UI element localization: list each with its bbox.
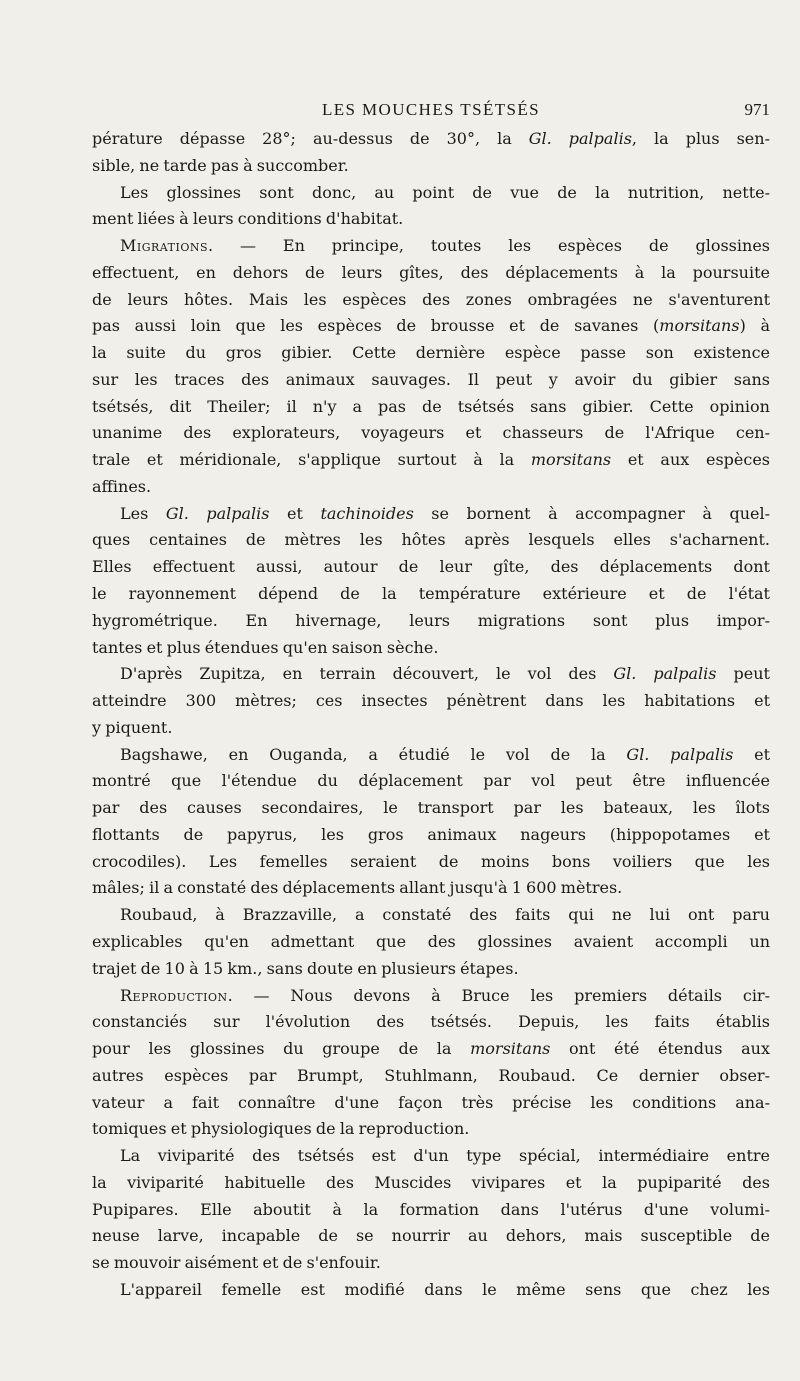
text-line bbox=[92, 983, 770, 1010]
text-line bbox=[92, 795, 770, 822]
text-run: trale et méridionale, s'applique surtout à la bbox=[92, 450, 531, 470]
text-run: ont été étendus aux bbox=[550, 1039, 770, 1059]
text-line bbox=[92, 1223, 770, 1250]
text-run: explicables qu'en admettant que des glossines avaient accompli un bbox=[92, 931, 770, 951]
body-text bbox=[92, 126, 770, 1304]
text-run: Les bbox=[120, 503, 166, 523]
text-line bbox=[92, 875, 770, 902]
text-run: hygrométrique. En hivernage, leurs migrations sont plus impor- bbox=[92, 610, 770, 630]
text-run: peut bbox=[716, 664, 770, 684]
text-run: et aux espèces bbox=[611, 450, 771, 470]
text-line bbox=[92, 581, 770, 608]
text-run: . — Nous devons à Bruce les premiers détails cir- bbox=[227, 985, 770, 1005]
text-run: , la plus sen- bbox=[631, 129, 770, 148]
text-line bbox=[92, 313, 770, 340]
text-line bbox=[92, 420, 770, 447]
paragraph-p6 bbox=[92, 742, 770, 903]
text-line bbox=[92, 340, 770, 367]
text-line bbox=[92, 394, 770, 421]
text-run: montré que l'étendue du déplacement par vol peut être influencée bbox=[92, 771, 770, 791]
paragraph-p9 bbox=[92, 1143, 770, 1277]
paragraph-p8 bbox=[92, 983, 770, 1144]
section-heading: Migrations bbox=[120, 236, 209, 256]
text-line bbox=[92, 260, 770, 287]
text-run: la viviparité habituelle des Muscides vivipares et la pupiparité des bbox=[92, 1172, 770, 1192]
text-run: de leurs hôtes. Mais les espèces des zones ombragées ne s'aventurent bbox=[92, 289, 770, 309]
text-run: sur les traces des animaux sauvages. Il peut y avoir du gibier sans bbox=[92, 369, 770, 389]
text-run: Elles effectuent aussi, autour de leur gîte, des déplacements dont bbox=[92, 557, 770, 577]
text-run: ques centaines de mètres les hôtes après lesquels elles s'acharnent. bbox=[92, 530, 770, 550]
text-run: tantes et plus étendues qu'en saison sèche. bbox=[92, 637, 439, 657]
text-run: pérature dépasse 28°; au-dessus de 30°, la bbox=[92, 129, 529, 148]
text-run: . — En principe, toutes les espèces de glossines bbox=[208, 236, 770, 256]
text-run: constanciés sur l'évolution des tsétsés. Depuis, les faits établis bbox=[92, 1012, 770, 1032]
text-line bbox=[92, 527, 770, 554]
text-run: Bagshawe, en Ouganda, a étudié le vol de la bbox=[120, 744, 627, 764]
text-line bbox=[92, 1063, 770, 1090]
text-run: La viviparité des tsétsés est d'un type spécial, intermédiaire entre bbox=[120, 1146, 770, 1166]
italic-text: Gl. palpalis bbox=[165, 503, 270, 523]
paragraph-p7 bbox=[92, 902, 770, 982]
text-run: ment liées à leurs conditions d'habitat. bbox=[92, 209, 404, 229]
text-run: neuse larve, incapable de se nourrir au dehors, mais susceptible de bbox=[92, 1226, 770, 1246]
text-line bbox=[92, 1143, 770, 1170]
text-line bbox=[92, 715, 770, 742]
text-run: autres espèces par Brumpt, Stuhlmann, Roubaud. Ce dernier obser- bbox=[92, 1065, 770, 1085]
text-run: Roubaud, à Brazzaville, a constaté des faits qui ne lui ont paru bbox=[120, 905, 770, 925]
text-line bbox=[92, 126, 770, 153]
text-line bbox=[92, 956, 770, 983]
text-line bbox=[92, 1036, 770, 1063]
text-line bbox=[92, 206, 770, 233]
text-line bbox=[92, 1170, 770, 1197]
text-run: atteindre 300 mètres; ces insectes pénètrent dans les habitations et bbox=[92, 691, 770, 711]
paragraph-p4 bbox=[92, 501, 770, 662]
italic-text: Gl. palpalis bbox=[613, 664, 717, 684]
text-line bbox=[92, 1277, 770, 1304]
text-run: le rayonnement dépend de la température extérieure et de l'état bbox=[92, 584, 770, 604]
text-line bbox=[92, 1250, 770, 1277]
text-run: Pupipares. Elle aboutit à la formation dans l'utérus d'une volumi- bbox=[92, 1199, 770, 1219]
text-line bbox=[92, 180, 770, 207]
paragraph-p10 bbox=[92, 1277, 770, 1304]
text-run: D'après Zupitza, en terrain découvert, le vol des bbox=[120, 664, 614, 684]
text-run: vateur a fait connaître d'une façon très précise les conditions ana- bbox=[92, 1092, 770, 1112]
section-heading: Reproduction bbox=[120, 985, 228, 1005]
text-line bbox=[92, 742, 770, 769]
text-line bbox=[92, 1116, 770, 1143]
text-line bbox=[92, 661, 770, 688]
paragraph-p1 bbox=[92, 126, 770, 180]
text-line bbox=[92, 929, 770, 956]
text-run: crocodiles). Les femelles seraient de moins bons voiliers que les bbox=[92, 851, 770, 871]
text-run: ) à bbox=[739, 316, 771, 336]
italic-text: morsitans bbox=[470, 1039, 551, 1059]
text-run: tomiques et physiologiques de la reproduction. bbox=[92, 1119, 470, 1139]
text-run: tsétsés, dit Theiler; il n'y a pas de tsétsés sans gibier. Cette opinion bbox=[92, 396, 770, 416]
text-run: affines. bbox=[92, 476, 152, 496]
running-title: LES MOUCHES TSÉTSÉS bbox=[321, 100, 541, 119]
text-line bbox=[92, 822, 770, 849]
page-number: 971 bbox=[744, 100, 770, 119]
italic-text: morsitans bbox=[530, 450, 612, 470]
text-run: flottants de papyrus, les gros animaux nageurs (hippopotames et bbox=[92, 824, 770, 844]
text-run: mâles; il a constaté des déplacements allant jusqu'à 1 600 mètres. bbox=[92, 878, 623, 898]
text-run: pour les glossines du groupe de la bbox=[92, 1039, 471, 1059]
paragraph-p3 bbox=[92, 233, 770, 501]
text-line bbox=[92, 447, 770, 474]
text-run: se bornent à accompagner à quel- bbox=[413, 503, 770, 523]
text-run: et bbox=[269, 503, 321, 523]
text-line bbox=[92, 1090, 770, 1117]
paragraph-p2 bbox=[92, 180, 770, 234]
italic-text: Gl. palpalis bbox=[528, 129, 632, 148]
text-line bbox=[92, 153, 770, 180]
italic-text: tachinoides bbox=[320, 503, 414, 523]
text-line bbox=[92, 1197, 770, 1224]
text-run: trajet de 10 à 15 km., sans doute en plusieurs étapes. bbox=[92, 958, 519, 978]
text-run: sible, ne tarde pas à succomber. bbox=[92, 155, 349, 175]
text-line bbox=[92, 554, 770, 581]
text-run: et bbox=[733, 744, 770, 764]
text-line bbox=[92, 849, 770, 876]
text-line bbox=[92, 768, 770, 795]
text-run: y piquent. bbox=[92, 717, 173, 737]
text-line bbox=[92, 501, 770, 528]
italic-text: Gl. palpalis bbox=[626, 744, 734, 764]
text-run: L'appareil femelle est modifié dans le même sens que chez les bbox=[120, 1279, 770, 1299]
text-run: se mouvoir aisément et de s'enfouir. bbox=[92, 1253, 381, 1273]
text-run: unanime des explorateurs, voyageurs et chasseurs de l'Afrique cen- bbox=[92, 423, 770, 443]
text-run: Les glossines sont donc, au point de vue de la nutrition, nette- bbox=[120, 182, 770, 202]
text-run: pas aussi loin que les espèces de brousse et de savanes ( bbox=[92, 316, 660, 336]
text-run: effectuent, en dehors de leurs gîtes, des déplacements à la poursuite bbox=[92, 262, 770, 282]
text-run: par des causes secondaires, le transport par les bateaux, les îlots bbox=[92, 798, 770, 818]
running-head bbox=[92, 100, 770, 124]
text-run: la suite du gros gibier. Cette dernière espèce passe son existence bbox=[92, 343, 770, 363]
italic-text: morsitans bbox=[659, 316, 740, 336]
text-line bbox=[92, 1009, 770, 1036]
text-line bbox=[92, 688, 770, 715]
text-line bbox=[92, 233, 770, 260]
text-line bbox=[92, 367, 770, 394]
text-line bbox=[92, 608, 770, 635]
text-line bbox=[92, 287, 770, 314]
paragraph-p5 bbox=[92, 661, 770, 741]
text-line bbox=[92, 474, 770, 501]
text-line bbox=[92, 902, 770, 929]
text-line bbox=[92, 635, 770, 662]
